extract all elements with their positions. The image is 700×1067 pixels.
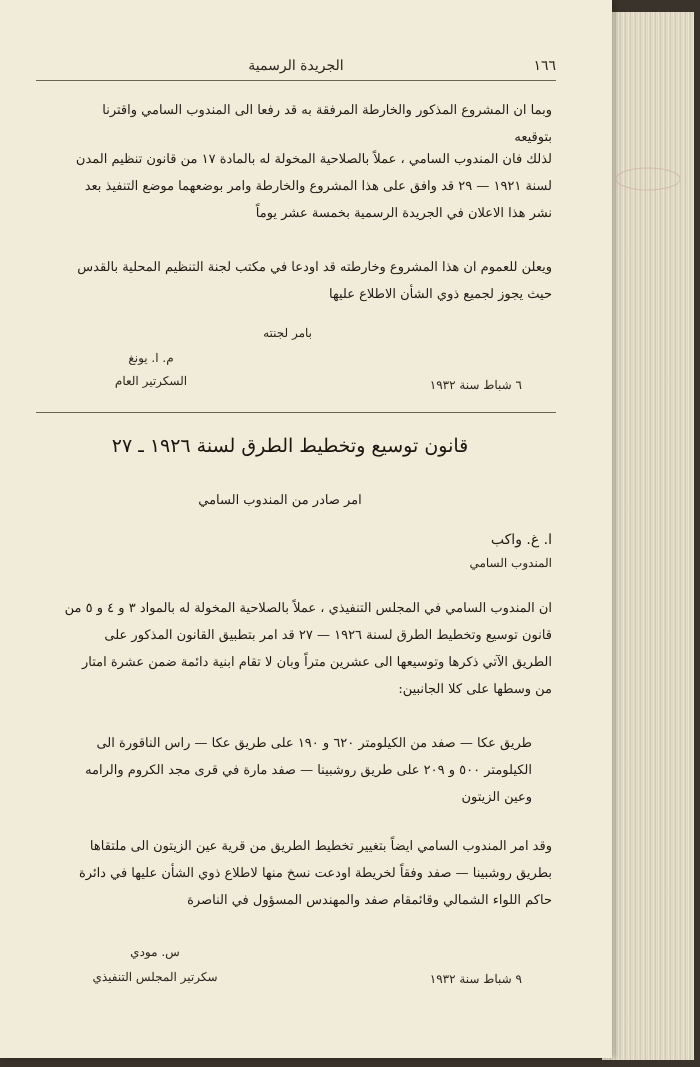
section-divider xyxy=(36,412,556,413)
by-order: بامر لجنته xyxy=(263,326,312,340)
journal-title: الجريدة الرسمية xyxy=(248,58,344,74)
road-description: طريق عكا — صفد من الكيلومتر ٦٢٠ و ١٩٠ على طريق عكا — راس الناقورة الى الكيلومتر ٥٠٠ و ٢٠٩ على طريق روشبينا — صفد مارة في قرى مجد الكروم والرامه وعين الزيتون xyxy=(85,736,532,805)
page-header xyxy=(36,58,556,80)
notice-para-2: لذلك فان المندوب السامي ، عملاً بالصلاحية المخولة له بالمادة ١٧ من قانون تنظيم المدن لسنة ١٩٢١ — ٢٩ قد وافق على هذا المشروع والخارطة وامر بوضعهما موضع التنفيذ بعد نشر هذا الاعلان في الجريدة الرسمية بخمسة عشر يوماً xyxy=(75,152,552,221)
date-1: ٦ شباط سنة ١٩٣٢ xyxy=(429,378,522,392)
signer-2-title: سكرتير المجلس التنفيذي xyxy=(92,970,218,984)
notice-para-3: ويعلن للعموم ان هذا المشروع وخارطته قد اودعا في مكتب لجنة التنظيم المحلية بالقدس حيث يجوز لجميع ذوي الشأن الاطلاع عليها xyxy=(77,260,552,302)
date-2: ٩ شباط سنة ١٩٣٢ xyxy=(429,972,522,986)
page-number: ١٦٦ xyxy=(533,58,556,74)
notice-para-1: وبما ان المشروع المذكور والخارطة المرفقة به قد رفعا الى المندوب السامي واقترنا بتوقيعه xyxy=(102,103,552,145)
issuer-title: المندوب السامي xyxy=(469,556,552,570)
issuer-name: ا. غ. واكب xyxy=(490,532,552,548)
law-subtitle: امر صادر من المندوب السامي xyxy=(198,493,362,508)
law-para-2: وقد امر المندوب السامي ايضاً بتغيير تخطيط الطريق من قرية عين الزيتون الى ملتقاها بطريق روشبينا — صفد وفقاً لخريطة اودعت نسخ منها لاطلاع ذوي الشأن عليها في دائرة حاكم اللواء الشمالي وقائمقام صفد والمهندس المسؤول في الناصرة xyxy=(78,839,552,908)
signer-1: م. ا. يونغ xyxy=(128,351,174,365)
signer-2: س. مودي xyxy=(130,945,180,959)
law-title: قانون توسيع وتخطيط الطرق لسنة ١٩٢٦ ـ ٢٧ xyxy=(111,435,469,457)
law-para-1: ان المندوب السامي في المجلس التنفيذي ، عملاً بالصلاحية المخولة له بالمواد ٣ و ٤ و ٥ من قانون توسيع وتخطيط الطرق لسنة ١٩٢٦ — ٢٧ قد امر بتطبيق القانون المذكور على الطريق الآتي ذكرها وتوسيعها الى عشرين متراً وبان لا تقام ابنية دائمة ضمن عشرة امتار من وسطها على كلا الجانبين: xyxy=(64,601,552,697)
header-rule xyxy=(36,80,556,81)
archive-stamp-icon xyxy=(612,165,684,193)
signer-1-title: السكرتير العام xyxy=(114,374,188,388)
